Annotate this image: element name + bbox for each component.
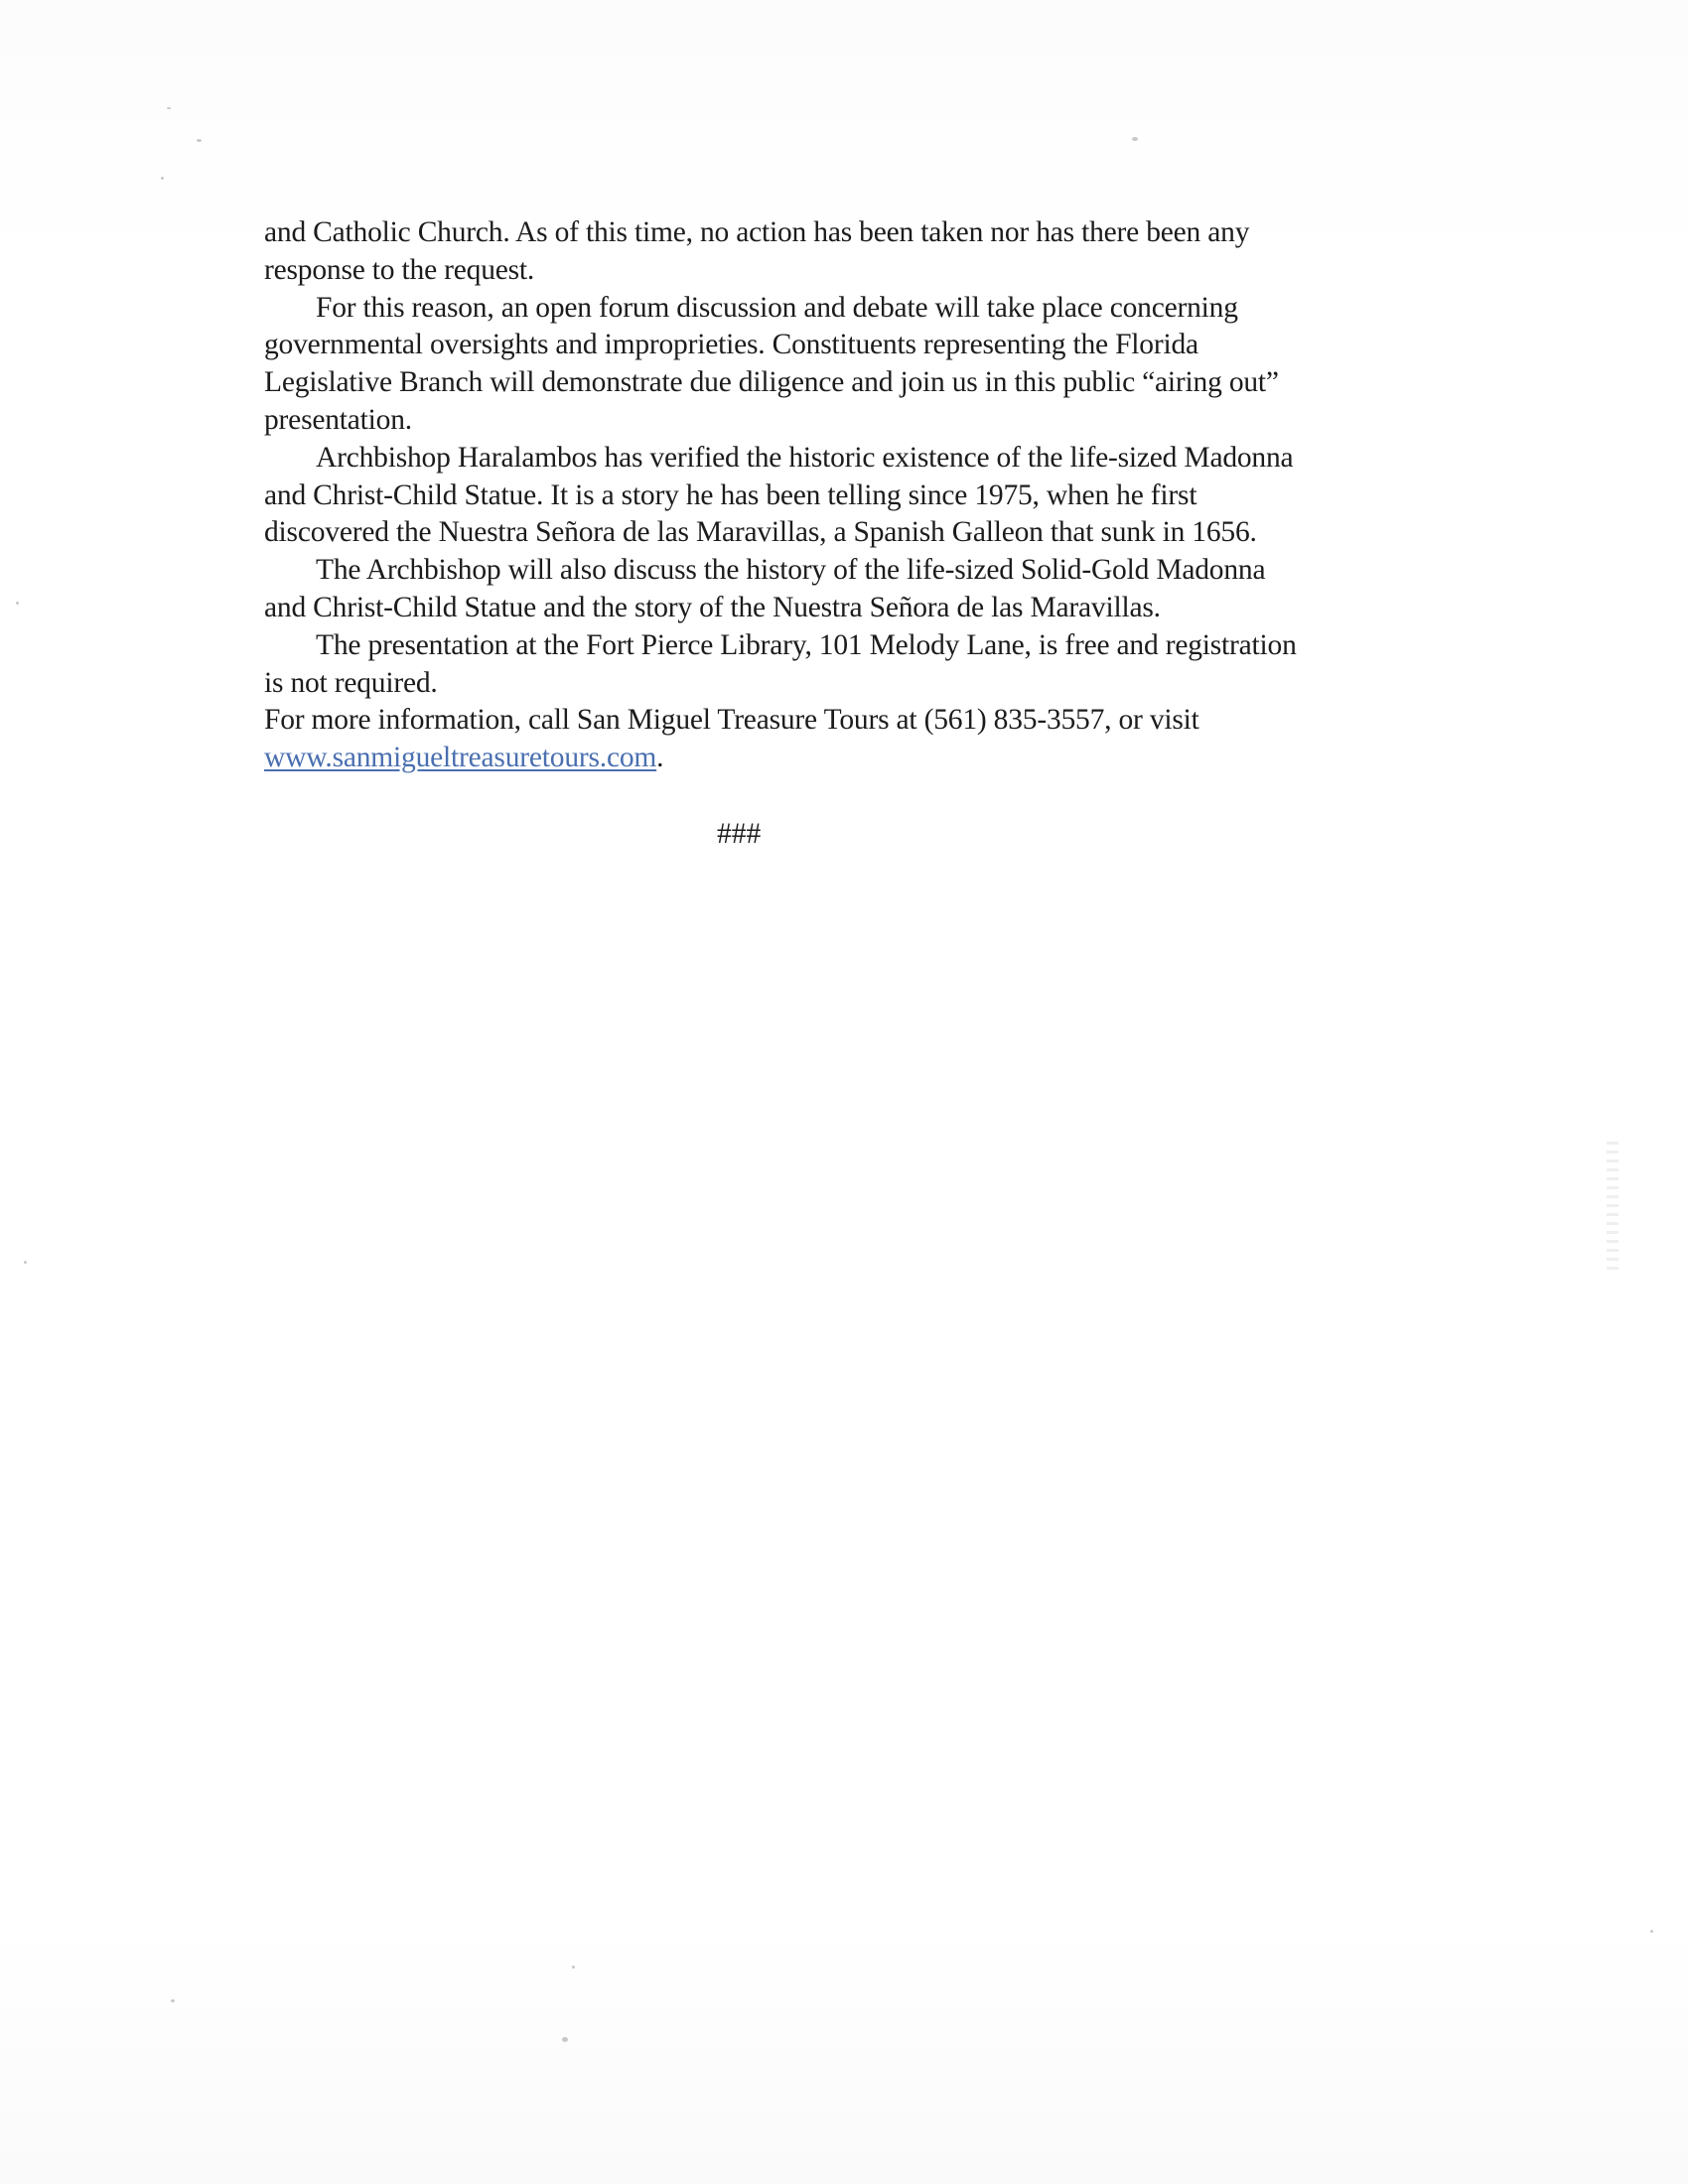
scan-speck <box>1650 1930 1653 1933</box>
body-line: and Christ-Child Statue. It is a story he has been telling since 1975, when he first <box>264 478 1197 511</box>
website-line <box>264 740 1456 777</box>
scan-speck <box>572 1966 575 1969</box>
press-release-body <box>264 214 1456 777</box>
scan-speck <box>161 177 164 180</box>
scan-speck <box>167 107 171 109</box>
scan-speck <box>16 602 19 605</box>
scan-speck <box>24 1261 27 1264</box>
website-link[interactable]: www.sanmigueltreasuretours.com <box>264 742 657 774</box>
body-line: and Catholic Church. As of this time, no action has been taken nor has there been any <box>264 216 1250 248</box>
body-line: presentation. <box>264 403 412 436</box>
body-line: Legislative Branch will demonstrate due diligence and join us in this public “airing out” <box>264 366 1279 399</box>
website-link-period: . <box>656 742 664 774</box>
body-line: The Archbishop will also discuss the history of the life-sized Solid-Gold Madonna <box>316 554 1266 587</box>
body-line: For more information, call San Miguel Treasure Tours at (561) 835-3557, or visit <box>264 704 1199 737</box>
body-line: The presentation at the Fort Pierce Library, 101 Melody Lane, is free and registration <box>316 628 1297 661</box>
scan-speck <box>197 139 202 142</box>
body-line: For this reason, an open forum discussion and debate will take place concerning <box>316 291 1238 324</box>
body-line: Archbishop Haralambos has verified the historic existence of the life-sized Madonna <box>316 441 1294 474</box>
scan-edge-smudge <box>1607 1142 1618 1271</box>
body-line: response to the request. <box>264 253 535 286</box>
body-line: governmental oversights and improprieties. Constituents representing the Florida <box>264 329 1198 361</box>
scan-speck <box>562 2037 568 2042</box>
body-line: is not required. <box>264 666 438 699</box>
scan-speck <box>1132 137 1138 141</box>
scan-speck <box>171 1999 175 2002</box>
end-of-release-mark: ### <box>717 818 762 850</box>
body-line: discovered the Nuestra Señora de las Maravillas, a Spanish Galleon that sunk in 1656. <box>264 516 1257 549</box>
body-line: and Christ-Child Statue and the story of the Nuestra Señora de las Maravillas. <box>264 591 1161 623</box>
